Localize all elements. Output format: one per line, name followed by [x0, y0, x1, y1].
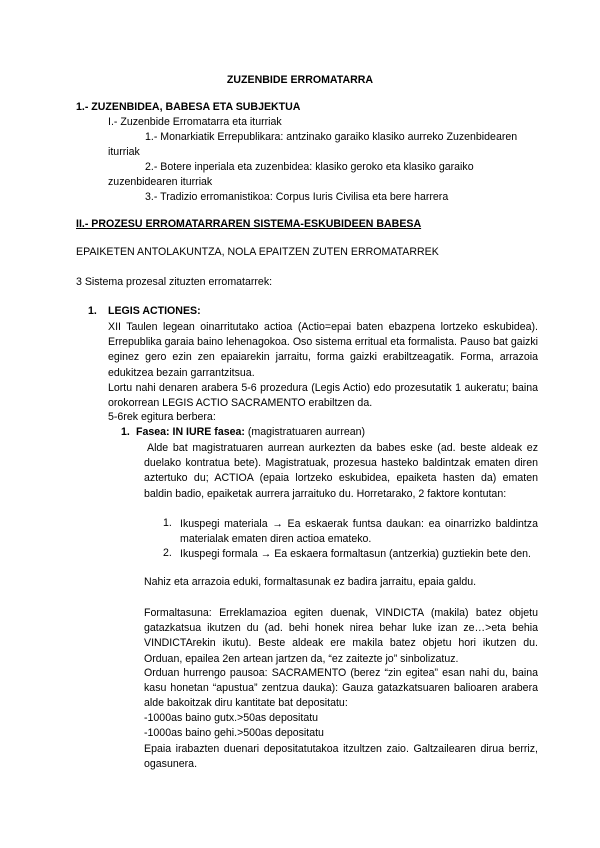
fase1-paragraph-4: Orduan hurrengo pausoa: SACRAMENTO (berez “zin egitea” esan nahi du, baina kasu honetan “apustua” zentzua dauka): Gauza gatazkatsuaren balioaren arabera alde bakoitzak diru kantitate bat depositatu: — [144, 667, 538, 710]
section1-item1-line2: iturriak — [108, 146, 140, 158]
fase1-paragraph-6: -1000as baino gehi.>500as depositatu — [144, 727, 324, 739]
fase1-paragraph-7: Epaia irabazten duenari depositatutakoa itzultzen zaio. Galtzailearen dirua berriz, ogasunera. — [144, 743, 538, 771]
section1-item2-line2: zuzenbidearen iturriak — [108, 176, 213, 188]
document-title: ZUZENBIDE ERROMATARRA — [226, 74, 374, 86]
fase1-label-rest: (magistratuaren aurrean) — [244, 426, 366, 438]
fase1-paragraph-3: Formaltasuna: Erreklamazioa egiten duenak, VINDICTA (makila) batez objetu gatazkatsua ikutzen du (ad. behi honek nirea behar luke izan ze…>eta behia VINDICTArekin ikutu). Beste aldeak ere makila batez objetu hori ikutzen du. Orduan, epailea 2en artean jartzen da, “ez zaitezte jo” sinbolizatuz. — [144, 607, 538, 665]
legis-number: 1. — [88, 305, 97, 317]
section2-heading: II.- PROZESU ERROMATARRAREN SISTEMA-ESKUBIDEEN BABESA — [76, 218, 422, 230]
fase1-paragraph-5: -1000as baino gutx.>50as depositatu — [144, 712, 319, 724]
section1-item1-line1: 1.- Monarkiatik Errepublikara: antzinako garaiko klasiko aurreko Zuzenbidearen — [145, 131, 518, 143]
legis-paragraph-2: Lortu nahi denaren arabera 5-6 prozedura (Legis Actio) edo prozesutatik 1 aukeratu; baina orokorrean LEGIS ACTIO SACRAMENTO erabiltzen da. — [108, 382, 538, 410]
fase1-paragraph-1: Alde bat magistratuaren aurrean aurkezten da babes eske (ad. beste aldeak ez duelako kontratua bete). Magistratuak, prozesua hasteko baldintzak ematen diren aztertuko du; ACTIOA (epaia lortzeko eskubidea, epaiketa hasten da) ematen baldin badio, epaiketak aurrera jarraituko du. Horretarako, 2 faktore kontutan: — [144, 442, 538, 500]
section1-heading: 1.- ZUZENBIDEA, BABESA ETA SUBJEKTUA — [76, 101, 301, 113]
fase1-list-item2-number: 2. — [163, 547, 172, 559]
fase1-list-item1: Ikuspegi materiala → Ea eskaerak funtsa daukan: ea oinarrizko baldintza materialak ematen diren actioa emateko. — [180, 518, 538, 546]
section1-item3: 3.- Tradizio erromanistikoa: Corpus Iuris Civilisa eta bere harrera — [145, 191, 449, 203]
section2-intro: 3 Sistema prozesal zituzten erromatarrek: — [76, 276, 273, 288]
section2-subtitle: EPAIKETEN ANTOLAKUNTZA, NOLA EPAITZEN ZUTEN ERROMATARREK — [76, 246, 439, 258]
legis-paragraph-3: 5-6rek egitura berbera: — [108, 411, 216, 423]
section1-sub1: I.- Zuzenbide Erromatarra eta iturriak — [108, 116, 282, 128]
fase1-paragraph-2: Nahiz eta arrazoia eduki, formaltasunak ez badira jarraitu, epaia galdu. — [144, 576, 477, 588]
fase1-number: 1. — [121, 426, 130, 438]
fase1-list-item1-number: 1. — [163, 517, 172, 529]
legis-heading: LEGIS ACTIONES: — [108, 305, 201, 317]
section1-item2-line1: 2.- Botere inperiala eta zuzenbidea: klasiko geroko eta klasiko garaiko — [145, 161, 474, 173]
fase1-label — [136, 426, 365, 439]
fase1-label-bold: Fasea: IN IURE fasea: — [136, 426, 245, 438]
fase1-list-item2: Ikuspegi formala → Ea eskaera formaltasun (antzerkia) guztiekin bete den. — [180, 548, 531, 560]
legis-paragraph-1: XII Taulen legean oinarritutako actioa (Actio=epai baten ebazpena lortzeko eskubidea). Errepublika garaia baino lehenagokoa. Oso sistema erritual eta formalista. Pauso bat gaizki eginez gero ezin zen epaiarekin jarraitu, forma gaizki erabiltzeagatik. Forma, arrazoia edukitzea bezain garrantzitsua. — [108, 321, 538, 379]
